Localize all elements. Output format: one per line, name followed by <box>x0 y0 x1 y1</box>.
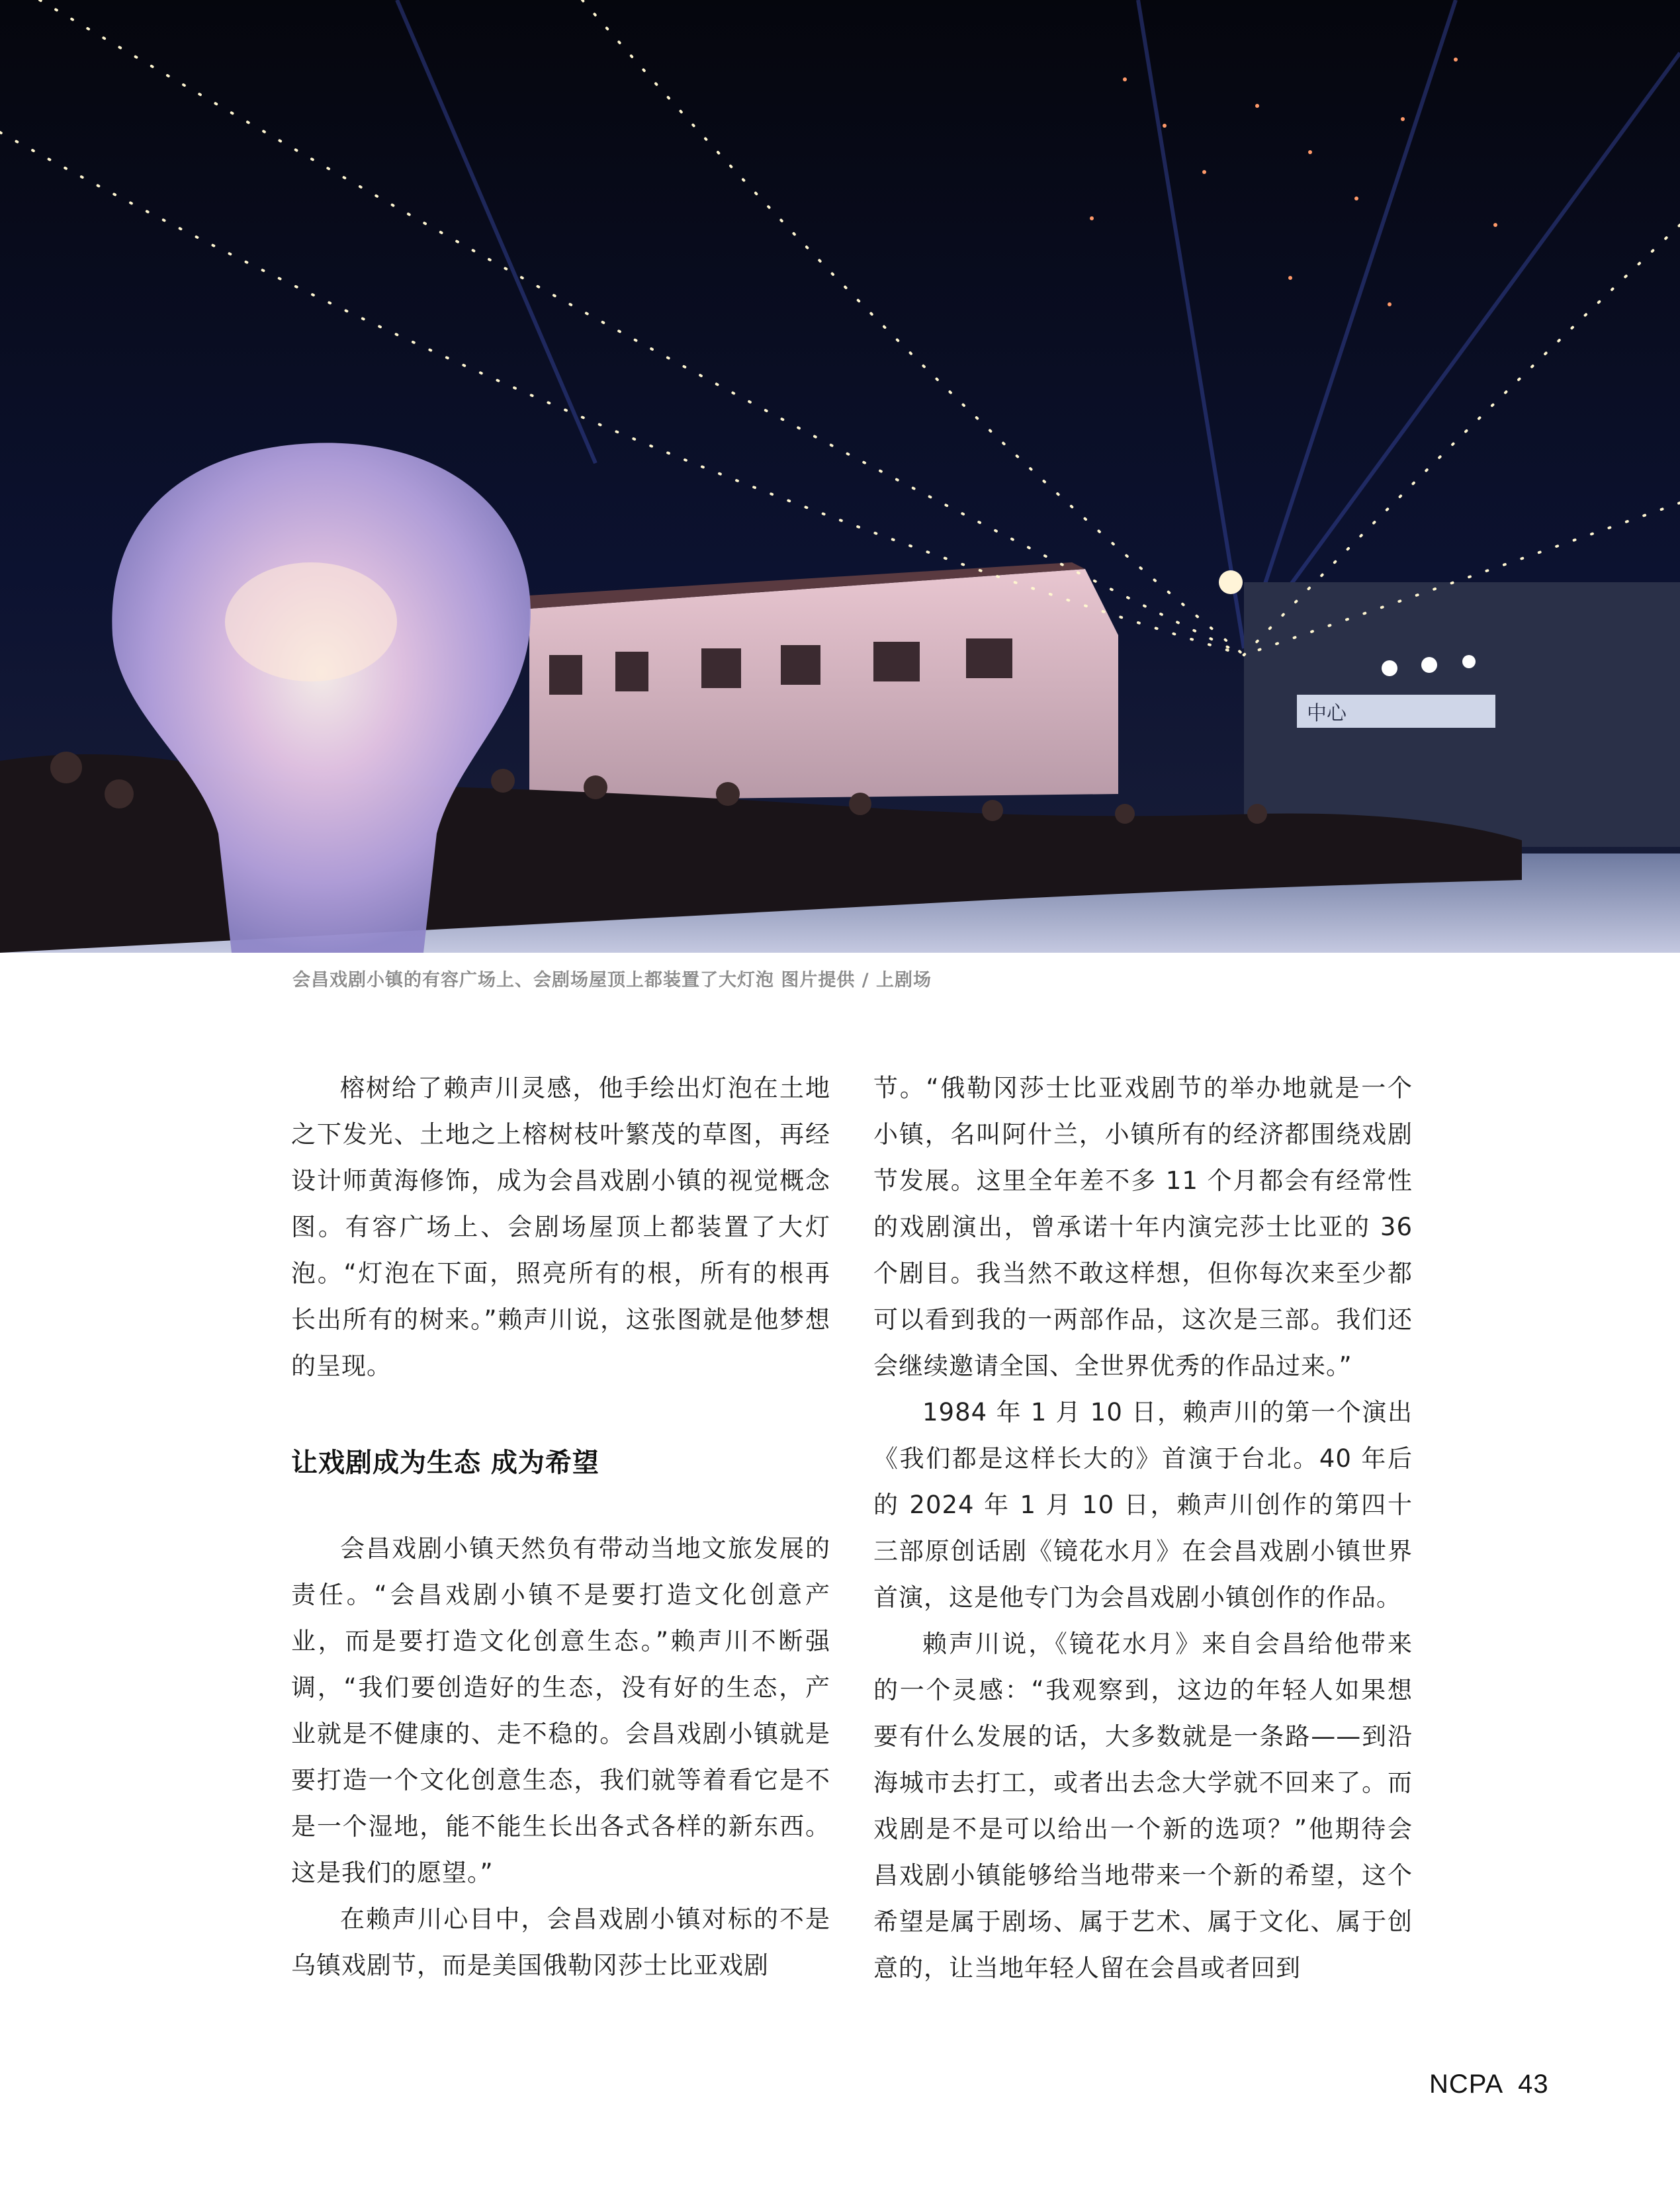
page-number: 43 <box>1518 2070 1549 2099</box>
night-plaza-photo <box>0 0 1680 953</box>
left-column <box>291 1065 830 1989</box>
sign-text: 中心 <box>1307 702 1347 725</box>
paragraph: 会昌戏剧小镇天然负有带动当地文旅发展的责任。“会昌戏剧小镇不是要打造文化创意产业，而是要打造文化创意生态。”赖声川不断强调，“我们要创造好的生态，没有好的生态，产业就是不健康的、走不稳的。会昌戏剧小镇就是要打造一个文化创意生态，我们就等着看它是不是一个湿地，能不能生长出各式各样的新东西。这是我们的愿望。” <box>291 1534 830 1887</box>
photo-caption: 会昌戏剧小镇的有容广场上、会剧场屋顶上都装置了大灯泡 图片提供 / 上剧场 <box>292 970 932 990</box>
paragraph: 节。“俄勒冈莎士比亚戏剧节的举办地就是一个小镇，名叫阿什兰，小镇所有的经济都围绕戏剧节发展。这里全年差不多 11 个月都会有经常性的戏剧演出，曾承诺十年内演完莎士比亚的 36 个剧目。我当然不敢这样想，但你每次来至少都可以看到我的一两部作品，这次是三部。我们还会继续邀请全国、全世界优秀的作品过来。” <box>873 1074 1413 1380</box>
section-heading: 让戏剧成为生态 成为希望 <box>291 1448 599 1478</box>
paragraph: 榕树给了赖声川灵感，他手绘出灯泡在土地之下发光、土地之上榕树枝叶繁茂的草图，再经设计师黄海修饰，成为会昌戏剧小镇的视觉概念图。有容广场上、会剧场屋顶上都装置了大灯泡。“灯泡在下面，照亮所有的根，所有的根再长出所有的树来。”赖声川说，这张图就是他梦想的呈现。 <box>291 1074 830 1380</box>
hero-photo <box>0 0 1680 953</box>
paragraph: 1984 年 1 月 10 日，赖声川的第一个演出《我们都是这样长大的》首演于台北。40 年后的 2024 年 1 月 10 日，赖声川创作的第四十三部原创话剧《镜花水月》在会昌戏剧小镇世界首演，这是他专门为会昌戏剧小镇创作的作品。 <box>873 1398 1413 1612</box>
paragraph: 在赖声川心目中，会昌戏剧小镇对标的不是乌镇戏剧节，而是美国俄勒冈莎士比亚戏剧 <box>291 1905 830 1980</box>
magazine-name: NCPA <box>1429 2070 1504 2099</box>
paragraph: 赖声川说，《镜花水月》来自会昌给他带来的一个灵感：“我观察到，这边的年轻人如果想要有什么发展的话，大多数就是一条路——到沿海城市去打工，或者出去念大学就不回来了。而戏剧是不是可以给出一个新的选项？”他期待会昌戏剧小镇能够给当地带来一个新的希望，这个希望是属于剧场、属于艺术、属于文化、属于创意的，让当地年轻人留在会昌或者回到 <box>873 1630 1413 1982</box>
right-column <box>873 1065 1413 1991</box>
page-footer <box>1429 2070 1564 2099</box>
